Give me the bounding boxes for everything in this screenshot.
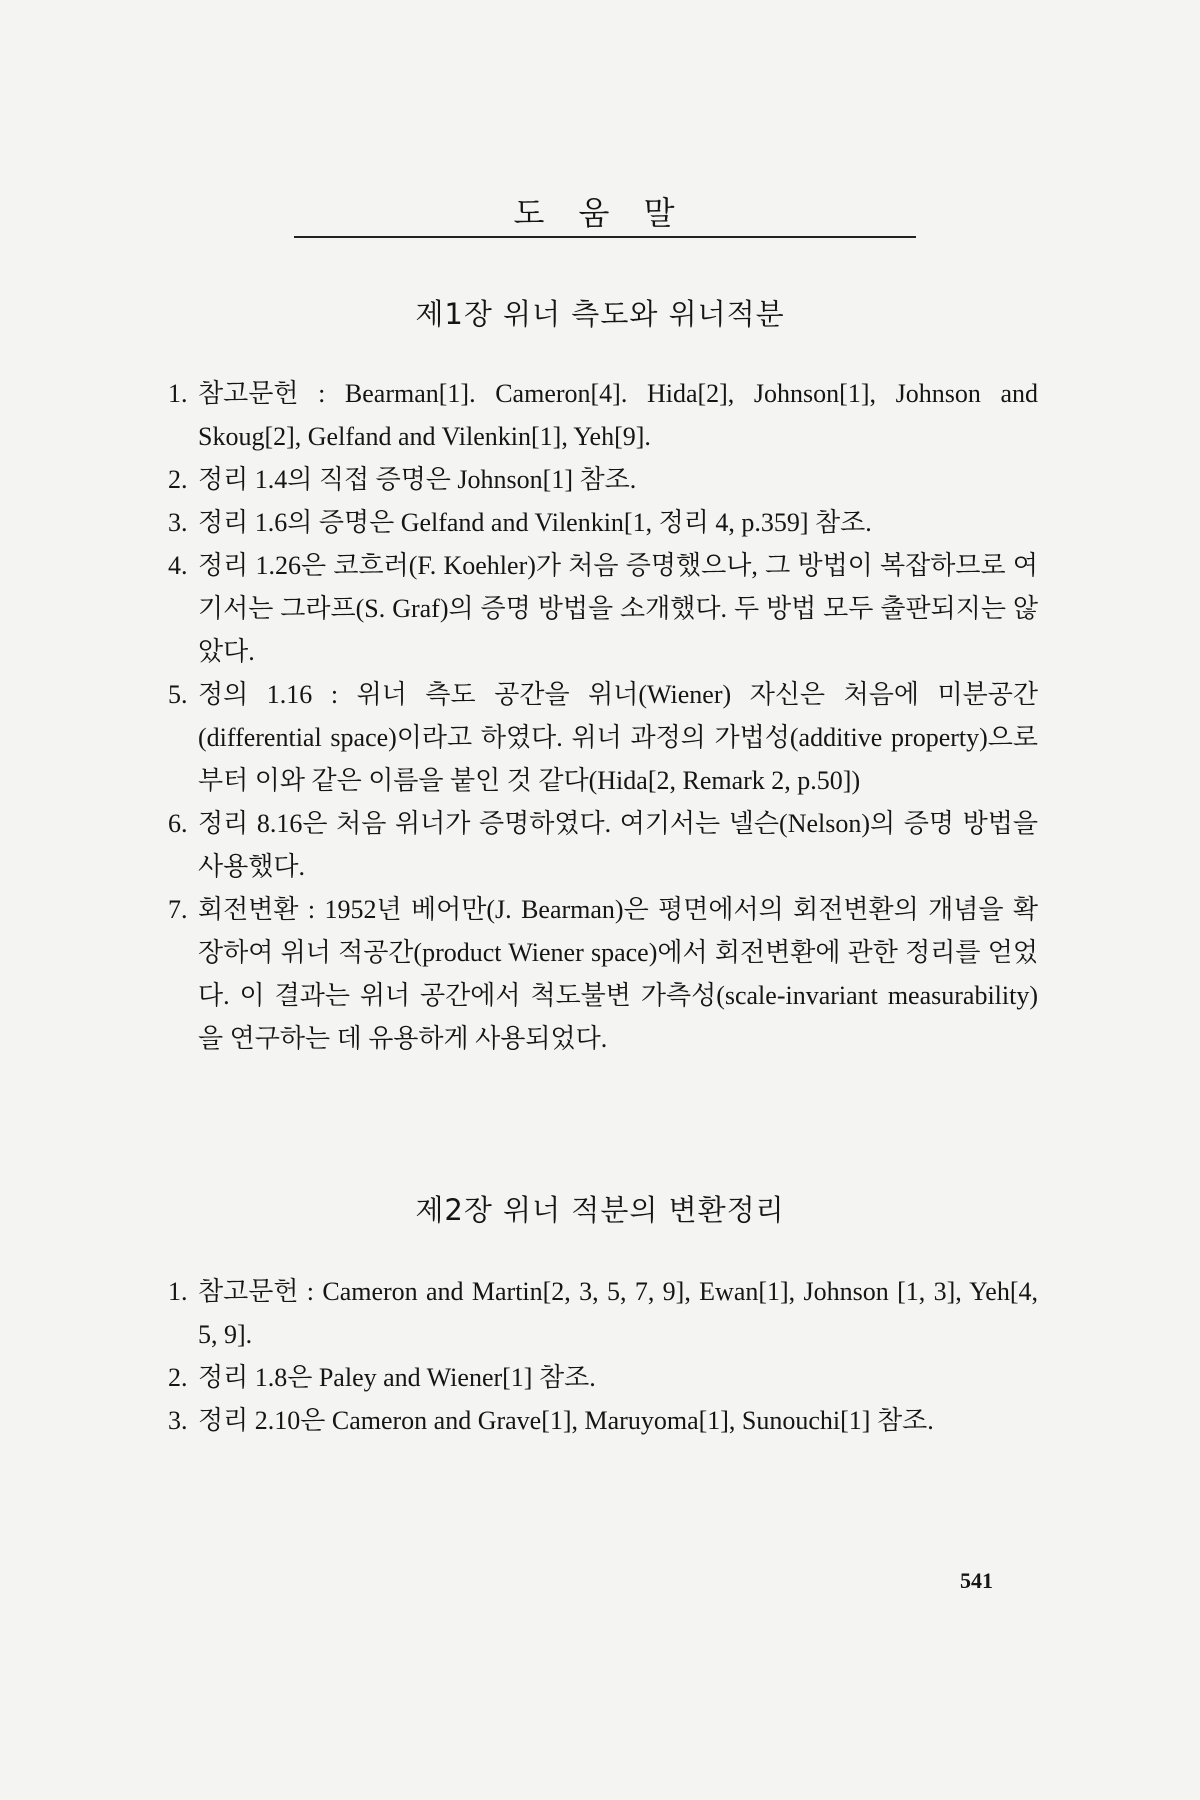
note-text: 정리 1.8은 Paley and Wiener[1] 참조. (198, 1363, 596, 1392)
note-item (168, 1356, 1038, 1399)
chapter-1-title: 제1장 위너 측도와 위너적분 (415, 297, 785, 331)
note-text: 참고문헌 : Bearman[1]. Cameron[4]. Hida[2], Johnson[1], Johnson and Skoug[2], Gelfand and Vilenkin[1], Yeh[9]. (198, 379, 1038, 451)
note-text: 정리 1.26은 코흐러(F. Koehler)가 처음 증명했으나, 그 방법이 복잡하므로 여기서는 그라프(S. Graf)의 증명 방법을 소개했다. 두 방법 모두 출판되지는 않았다. (198, 551, 1038, 666)
note-item (168, 372, 1038, 458)
chapter-2-notes (168, 1270, 1038, 1442)
note-text: 정리 1.6의 증명은 Gelfand and Vilenkin[1, 정리 4, p.359] 참조. (198, 508, 872, 537)
note-item (168, 888, 1038, 1060)
note-text: 참고문헌 : Cameron and Martin[2, 3, 5, 7, 9], Ewan[1], Johnson [1, 3], Yeh[4, 5, 9]. (198, 1277, 1038, 1349)
note-number: 1. (168, 379, 188, 408)
note-item (168, 802, 1038, 888)
note-text: 정의 1.16 : 위너 측도 공간을 위너(Wiener) 자신은 처음에 미분공간(differential space)이라고 하였다. 위너 과정의 가법성(additive property)으로부터 이와 같은 이름을 붙인 것 같다(Hida[2, Remark 2, p.50]) (198, 680, 1038, 795)
note-number: 6. (168, 809, 188, 838)
note-text: 정리 2.10은 Cameron and Grave[1], Maruyoma[1], Sunouchi[1] 참조. (198, 1406, 934, 1435)
note-number: 5. (168, 680, 188, 709)
note-number: 2. (168, 1363, 188, 1392)
note-item (168, 458, 1038, 501)
note-number: 3. (168, 508, 188, 537)
note-number: 2. (168, 465, 188, 494)
page-header-title: 도 움 말 (513, 194, 687, 232)
note-number: 7. (168, 895, 188, 924)
note-item (168, 501, 1038, 544)
note-item (168, 1399, 1038, 1442)
chapter-2-title: 제2장 위너 적분의 변환정리 (415, 1193, 785, 1227)
note-item (168, 673, 1038, 802)
note-number: 1. (168, 1277, 188, 1306)
note-text: 정리 8.16은 처음 위너가 증명하였다. 여기서는 넬슨(Nelson)의 증명 방법을 사용했다. (198, 809, 1038, 881)
note-text: 회전변환 : 1952년 베어만(J. Bearman)은 평면에서의 회전변환의 개념을 확장하여 위너 적공간(product Wiener space)에서 회전변환에 관한 정리를 얻었다. 이 결과는 위너 공간에서 척도불변 가측성(scale-invariant measurability)을 연구하는 데 유용하게 사용되었다. (198, 895, 1038, 1053)
note-number: 4. (168, 551, 188, 580)
note-text: 정리 1.4의 직접 증명은 Johnson[1] 참조. (198, 465, 637, 494)
note-item (168, 1270, 1038, 1356)
note-number: 3. (168, 1406, 188, 1435)
page-number: 541 (960, 1568, 993, 1593)
note-item (168, 544, 1038, 673)
chapter-1-notes (168, 372, 1038, 1060)
header-divider (294, 236, 916, 238)
